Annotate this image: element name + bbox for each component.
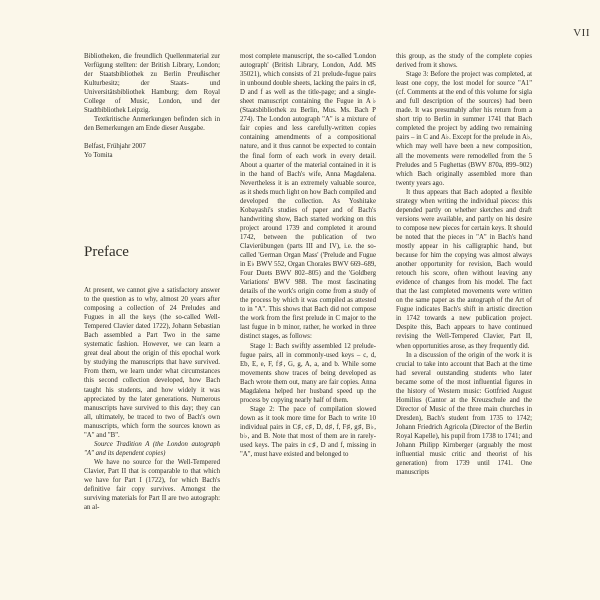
page-number: VII [573,27,590,39]
paragraph: most complete manuscript, the so-called 'London autograph' (British Library, London, Add. MS 35021), which consists of 21 prelude-fugue pairs in unbound double sheets, lacking the pairs in c♯, D and f as well as the title-page; and a single-sheet manuscript containing the Fugue in A♭ (Staatsbibliothek zu Berlin, Mus. Ms. Bach P 274). The London autograph "A" is a mixture of fair copies and less carefully-written copies containing amendments of a compositional nature, and it thus cannot be expected to contain the final form of each work in every detail. About a quarter of the material contained in it is in the hand of Bach's wife, Anna Magdalena. Nevertheless it is an extremely valuable source, as it sheds much light on how Bach compiled and developed the collection. As Yoshitake Kobayashi's studies of paper and of Bach's handwriting show, Bach started working on this project around 1739 and completed it around 1742, between the publication of two Clavierübungen (parts III and IV), i.e. the so-called 'German Organ Mass' ('Prelude and Fugue in E♭ BWV 552, Organ Chorales BWV 669–689, Four Duets BWV 802–805) and the 'Goldberg Variations' BWV 988. The most fascinating details of the work's origin come from a study of the process by which it was compiled as attested to in "A". This shows that Bach did not compose the work from the first prelude in C major to the last fugue in b minor, rather, he worked in three distinct stages, as follows: [240,53,376,341]
column-1-body [84,286,220,512]
paragraph: Stage 1: Bach swiftly assembled 12 prelude-fugue pairs, all in commonly-used keys – c, d, Eb, E, e, F, f♯, G, g, A, a, and b. While some movements show traces of being developed as Bach wrote them out, many are fair copies. Anna Magdalena helped her husband speed up the process by copying nearly half of them. [240,342,376,404]
paragraph: Textkritische Anmerkungen befinden sich in den Bemerkungen am Ende dieser Ausgabe. [84,116,220,133]
preface-heading: Preface [84,244,129,260]
paragraph: We have no source for the Well-Tempered Clavier, Part II that is comparable to that which we have for Part I (1722), for which Bach's definitive fair copy survives. Amongst the surviving materials for Part II are two autograph: an al- [84,458,220,512]
paragraph: this group, as the study of the complete copies derived from it shows. [396,53,532,70]
signature-block [84,142,220,160]
paragraph: Bibliotheken, die freundlich Quellenmaterial zur Verfügung stellten: der British Library, London; der Staatsbibliothek zu Berlin Preußischer Kulturbesitz; der Staats- und Universitätsbibliothek Hamburg; dem Royal College of Music, London, und der Stadtbibliothek Leipzig. [84,53,220,115]
paragraph: Stage 2: The pace of compilation slowed down as it took more time for Bach to write 10 individual pairs in C♯, c♯, D, d♯, f, F♯, g♯, B♭, b♭, and B. Note that most of them are in rarely-used keys. The pairs in c♯, D and f, missing in "A", must have existed and belonged to [240,405,376,459]
column-1-top [84,52,220,161]
paragraph: It thus appears that Bach adopted a flexible strategy when writing the individual pieces: this depended partly on whether sketches and draft versions were available, and partly on his desire to compose new pieces for certain keys. It should be noted that the pieces in "A" in Bach's hand mostly appear in his calligraphic hand, but because for him the copying was almost always another opportunity for revision, Bach would retouch his score, often without leaving any evidence of changes from his model. The fact that the last completed movements were written on the same paper as the autograph of the Art of Fugue indicates Bach's shift in artistic direction in 1742 towards a new publication project. Despite this, Bach appears to have continued revising the Well-Tempered Clavier, Part II, when opportunities arose, as they frequently did. [396,188,532,350]
signature-author: Yo Tomita [84,152,113,160]
column-2 [240,52,376,459]
paragraph: In a discussion of the origin of the work it is crucial to take into account that Bach at the time had several outstanding students who later became some of the most influential figures in the history of Western music: Gottfried August Homilius (Cantor at the Kreuzschule and the Director of Music of the three main churches in Dresden), Bach's student from 1735 to 1742; Johann Friedrich Agricola (Director of the Berlin Royal Kapelle), his pupil from 1738 to 1741; and Johann Philipp Kirnberger (arguably the most influential music critic and theorist of his generation) from 1739 until 1741. One manuscripts [396,351,532,477]
subheading: Source Tradition A (the London autograph "A" and its dependent copies) [84,440,220,457]
column-3 [396,52,532,477]
paragraph: Stage 3: Before the project was completed, at least one copy, the lost model for source "A1" (cf. Comments at the end of this volume for sigla and full description of the sources) had been made. It was presumably after his return from a short trip to Berlin in summer 1741 that Bach completed the project by adding two remaining pairs – in C and A♭. Except for the prelude in A♭, which may well have been a new composition, all the movements were remodelled from the 5 Preludes and 5 Fughettas (BWV 870a, 899–902) which Bach originally assembled more than twenty years ago. [396,71,532,187]
signature-place-date: Belfast, Frühjahr 2007 [84,143,146,151]
paragraph: At present, we cannot give a satisfactory answer to the question as to why, almost 20 years after composing a collection of 24 Preludes and Fugues in all the keys (the so-called Well-Tempered Clavier dated 1722), Johann Sebastian Bach assembled a Part Two in the same systematic fashion. However, we can learn a great deal about the origin of this epochal work by studying the manuscripts that have survived. From them, we learn under what circumstances this second collection developed, how Bach taught his students, and how widely it was appreciated by the later generations. Numerous manuscripts have survived to this day; they can all, ultimately, be traced to two of Bach's own manuscripts, which form the sources known as "A" and "B". [84,287,220,439]
